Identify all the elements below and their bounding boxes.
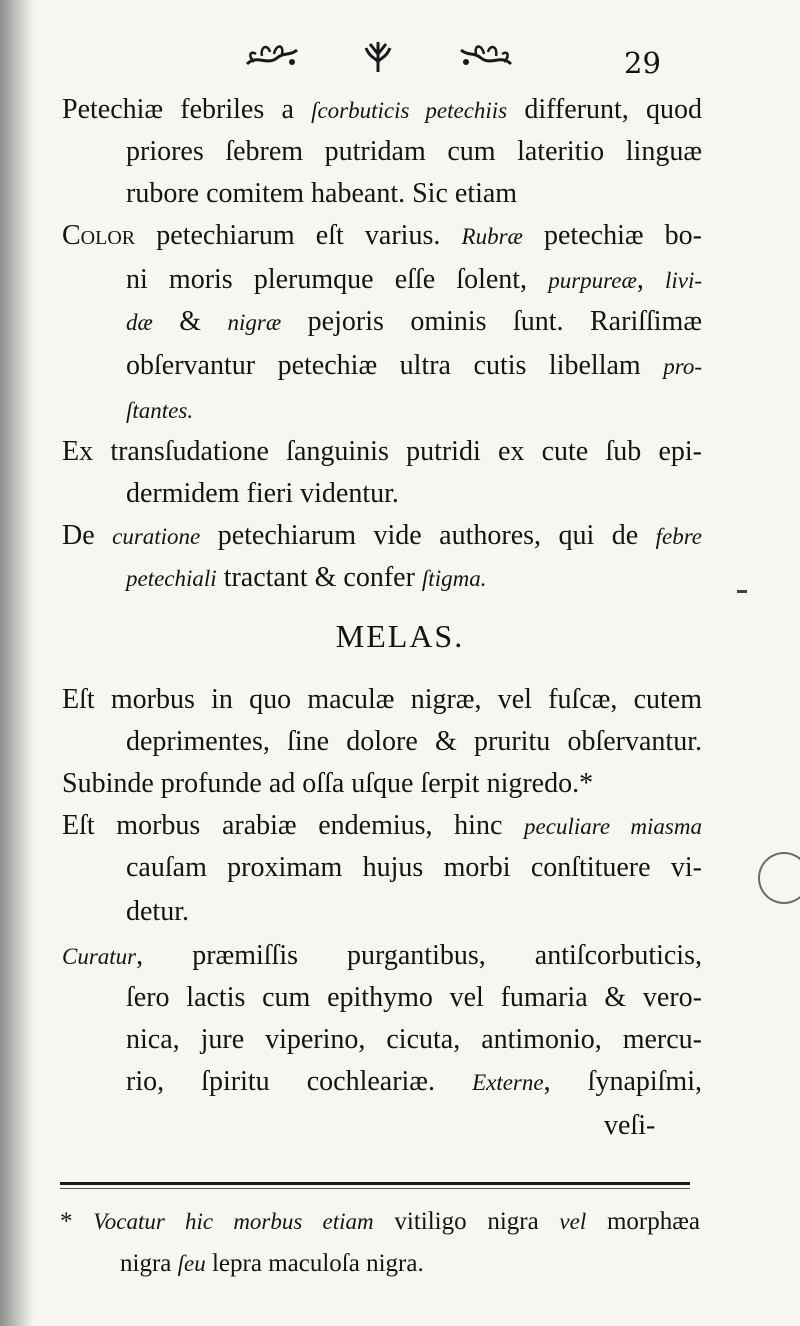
- page-edge-curl: [758, 852, 800, 904]
- text-line: Subinde profunde ad oſſa uſque ſerpit nigredo.*: [62, 768, 594, 799]
- text-line: petechiali tractant & confer ſtigma.: [126, 562, 487, 593]
- text-line: detur.: [126, 896, 189, 927]
- text-line: Eſt morbus arabiæ endemius, hinc peculiare miasma: [62, 810, 702, 841]
- leaf-scroll-right-icon: [456, 36, 516, 76]
- text-line: ſtantes.: [126, 398, 194, 423]
- leaf-scroll-left-icon: [242, 36, 302, 76]
- text-line: priores ſebrem putridam cum lateritio linguæ: [126, 136, 702, 167]
- text-line: nica, jure viperino, cicuta, antimonio, mercu-: [126, 1024, 702, 1055]
- text-line: rubore comitem habeant. Sic etiam: [126, 178, 518, 209]
- catchword: veſi-: [604, 1110, 656, 1141]
- text-line: dæ & nigræ pejoris ominis ſunt. Rariſſimæ: [126, 306, 703, 337]
- text-line: obſervantur petechiæ ultra cutis libellam pro-: [126, 350, 702, 381]
- text-line: ni moris plerumque eſſe ſolent, purpureæ, livi-: [126, 264, 703, 295]
- footnote-rule: [60, 1182, 690, 1185]
- text-line: Ex transſudatione ſanguinis putridi ex cute ſub epi-: [62, 436, 702, 467]
- text-line: De curatione petechiarum vide authores, qui de febre: [62, 520, 702, 551]
- text-line: ſero lactis cum epithymo vel fumaria & vero-: [126, 982, 702, 1013]
- text-line: dermidem fieri videntur.: [126, 478, 399, 509]
- text-line: rio, ſpiritu cochleariæ. Externe, ſynapiſmi,: [126, 1066, 702, 1097]
- text-line: Petechiæ febriles a ſcorbuticis petechiis differunt, quod: [62, 94, 702, 125]
- section-heading: MELAS.: [335, 618, 465, 654]
- footnote-line: * Vocatur hic morbus etiam vitiligo nigra vel morphæa: [60, 1208, 700, 1235]
- page-number: 29: [624, 46, 661, 80]
- page-gutter-shadow: [0, 0, 34, 1326]
- text-line: Eſt morbus in quo maculæ nigræ, vel fuſcæ, cutem: [62, 684, 702, 715]
- margin-mark: [737, 590, 747, 593]
- text-line: cauſam proximam hujus morbi conſtituere vi-: [126, 852, 702, 883]
- text-line: Color petechiarum eſt varius. Rubræ petechiæ bo-: [62, 220, 702, 251]
- fleuron-icon: [358, 36, 398, 76]
- footnote-line: nigra ſeu lepra maculoſa nigra.: [120, 1250, 424, 1277]
- text-line: Curatur, præmiſſis purgantibus, antiſcorbuticis,: [62, 940, 702, 971]
- page-header: [0, 36, 800, 86]
- footnote-rule-thin: [60, 1188, 690, 1189]
- text-line: deprimentes, ſine dolore & pruritu obſervantur.: [126, 726, 702, 757]
